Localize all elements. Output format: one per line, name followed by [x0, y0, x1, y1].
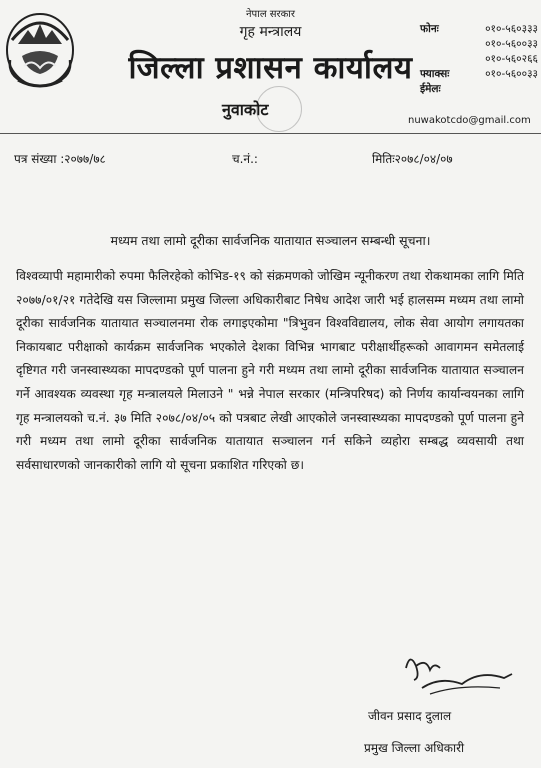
district-name: नुवाकोट [222, 100, 269, 119]
email-address: nuwakotcdo@gmail.com [408, 115, 531, 126]
header-divider [0, 133, 541, 134]
handwritten-signature [400, 648, 520, 700]
fax-row [420, 67, 538, 82]
ministry-name: गृह मन्त्रालय [239, 24, 302, 40]
phone-number: ०१०-५६०२६६ [485, 53, 538, 65]
dispatch-number: च.नं.: [232, 152, 258, 166]
government-name: नेपाल सरकार [246, 9, 295, 20]
notice-body: विश्वव्यापी महामारीको रुपमा फैलिरहेको कोभिड-१९ को संक्रमणको जोखिम न्यूनीकरण तथा रोकथामका लागि मिति २०७७/०१/२१ गतेदेखि यस जिल्लामा प्रमुख जिल्ला अधिकारीबाट निषेध आदेश जारी भई हालसम्म मध्यम तथा लामो दूरीका सार्वजनिक यातायात सञ्चालनमा रोक लगाइएकोमा "त्रिभुवन विश्वविद्यालय, लोक सेवा आयोग लगायतका निकायबाट परीक्षाको कार्यक्रम सार्वजनिक भएकोले देशका विभिन्न भागबाट परीक्षार्थीहरूको आवागमन समेतलाई दृष्टिगत गरी जनस्वास्थ्यका मापदण्डको पूर्ण पालना हुने गरी मध्यम तथा लामो दूरीका सार्वजनिक यातायात सञ्चालन गर्ने आवश्यक व्यवस्था गृह मन्त्रालयले मिलाउने " भन्ने नेपाल सरकार (मन्त्रिपरिषद) को निर्णय कार्यान्वयनका लागि गृह मन्त्रालयको च.नं. ३७ मिति २०७८/०४/०५ को पत्रबाट लेखी आएकोले जनस्वास्थ्यका मापदण्डको पूर्ण पालना हुने गरी मध्यम तथा लामो दूरीका सार्वजनिक यातायात सञ्चालन गर्न सकिने व्यहोरा सम्बद्ध व्यवसायी तथा सर्वसाधारणको जानकारीको लागि यो सूचना प्रकाशित गरिएको छ। [16, 269, 524, 472]
signer-designation: प्रमुख जिल्ला अधिकारी [364, 741, 465, 755]
letter-number: पत्र संख्या :२०७७/७८ [14, 152, 106, 166]
email-label: ईमेलः [420, 83, 441, 95]
phone-number: ०१०-५६०३३३ [485, 23, 538, 35]
phone-number: ०१०-५६००३३ [485, 38, 538, 50]
contact-block [420, 22, 538, 97]
phone-row [420, 22, 538, 37]
letter-date: मितिः२०७८/०४/०७ [372, 152, 453, 166]
phone-row [420, 37, 538, 52]
fax-number: ०१०-५६००३३ [485, 68, 538, 80]
phone-label: फोनः [420, 23, 439, 35]
signer-name: जीवन प्रसाद दुलाल [368, 709, 452, 723]
notice-subject: मध्यम तथा लामो दूरीका सार्वजनिक यातायात सञ्चालन सम्बन्धी सूचना। [110, 233, 431, 248]
phone-row [420, 52, 538, 67]
office-name: जिल्ला प्रशासन कार्यालय [128, 50, 413, 86]
fax-label: फ्याक्सः [420, 68, 450, 80]
